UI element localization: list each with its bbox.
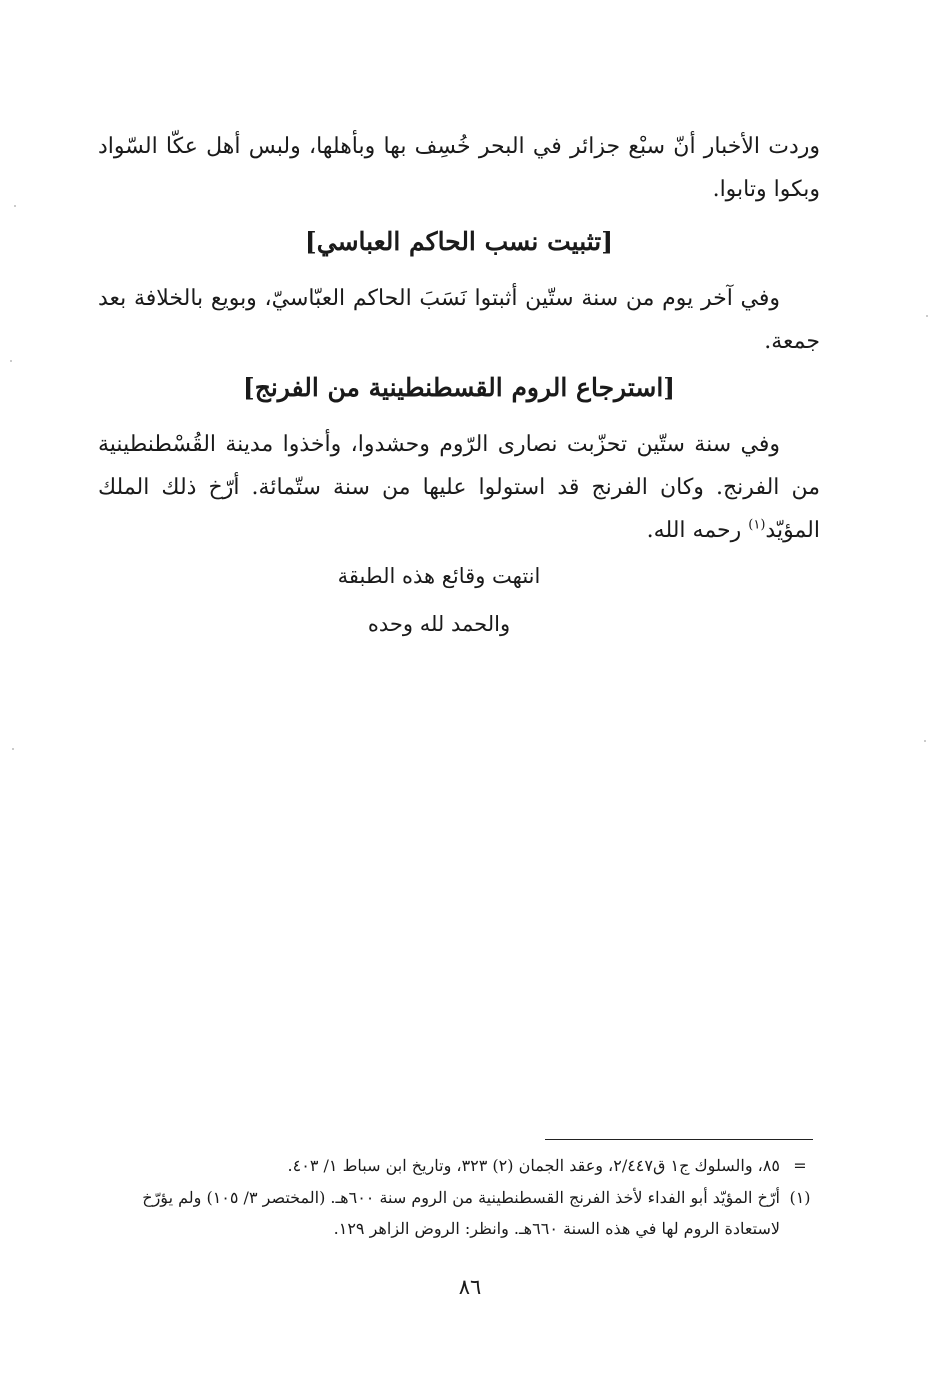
- footnote-separator: [545, 1139, 813, 1140]
- scan-speck: [10, 360, 12, 362]
- paragraph-constantinople: [98, 423, 820, 552]
- section-heading-abbasid-lineage: [تثبيت نسب الحاكم العباسي]: [304, 227, 614, 256]
- scan-speck: [926, 315, 928, 317]
- scan-speck: [924, 740, 926, 742]
- page-number: ٨٦: [458, 1275, 482, 1299]
- footnote-reference: (١): [748, 517, 766, 533]
- closing-line-end-of-events: انتهت وقائع هذه الطبقة: [337, 564, 541, 588]
- paragraph-abbasid-lineage: وفي آخر يوم من سنة ستّين أثبتوا نَسَبَ الحاكم العبّاسيّ، وبويع بالخلافة بعد جمعة.: [98, 286, 820, 354]
- closing-formula: [98, 552, 820, 648]
- footnote-text: ٨٥، والسلوك ج١ ق٢/٤٤٧، وعقد الجمان (٢) ٣٢٣، وتاريخ ابن سباط ١/ ٤٠٣.: [287, 1156, 780, 1175]
- section-heading-constantinople: [استرجاع الروم القسطنطينية من الفرنج]: [242, 373, 676, 402]
- scan-speck: [12, 748, 14, 750]
- closing-line-praise: والحمد لله وحده: [367, 612, 511, 636]
- footnotes: [98, 1150, 820, 1245]
- paragraph-news: وردت الأخبار أنّ سبْع جزائر في البحر خُسِف بها وبأهلها، ولبس أهل عكّا السّواد وبكوا وتابوا.: [98, 134, 820, 202]
- footnote-text: أرّخ المؤيّد أبو الفداء لأخذ الفرنج القسطنطينية من الروم سنة ٦٠٠هـ. (المختصر ٣/ ١٠٥) ولم يؤرّخ لاستعادة الروم لها في هذه السنة ٦٦٠هـ. وانظر: الروض الزاهر ١٢٩.: [142, 1188, 780, 1238]
- paragraph-constantinople-text: وفي سنة ستّين تحزّبت نصارى الرّوم وحشدوا، وأخذوا مدينة القُسْطنطينية من الفرنج. وكان الفرنج قد استولوا عليها من سنة ستّمائة. أرّخ ذلك الملك المؤيّد: [98, 432, 820, 543]
- footnote-1: [98, 1182, 820, 1244]
- paragraph-constantinople-ending: رحمه الله.: [646, 518, 749, 543]
- footnote-mark: (١): [789, 1188, 811, 1207]
- footnote-mark: =: [793, 1156, 807, 1175]
- scan-speck: [14, 205, 16, 207]
- footnote-continuation: [98, 1150, 820, 1181]
